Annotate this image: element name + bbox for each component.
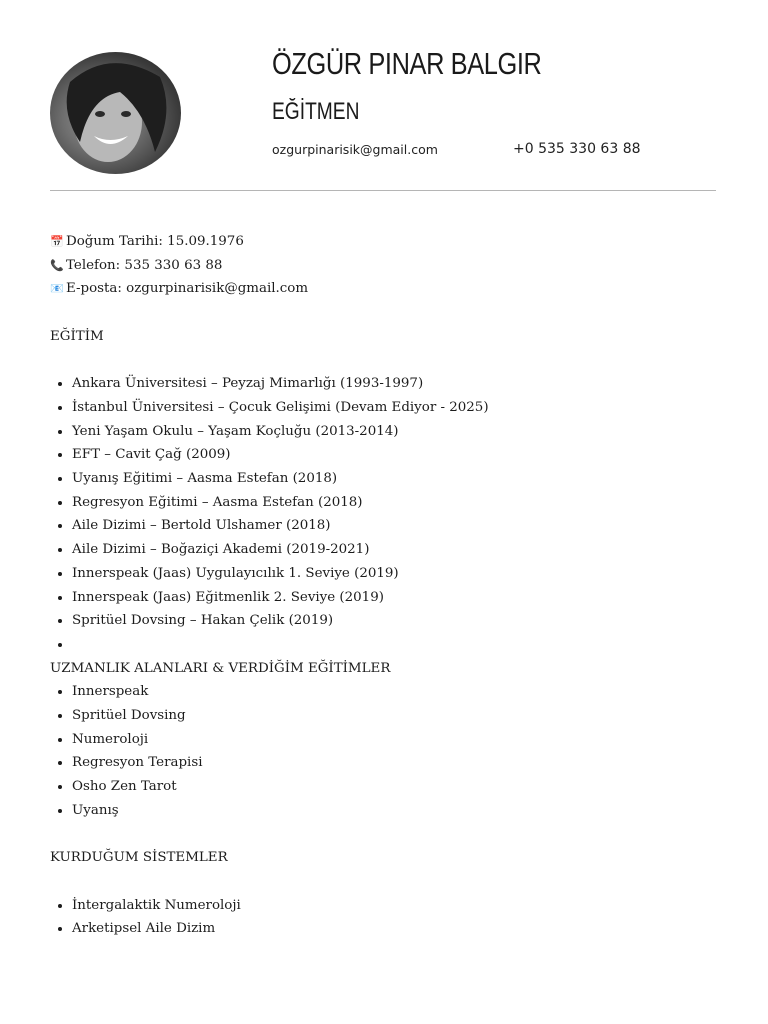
list-item: • Regresyon Terapisi xyxy=(72,751,730,775)
list-item: • Innerspeak (Jaas) Uygulayıcılık 1. Seviye (2019) xyxy=(72,562,730,586)
email-text: E-posta: ozgurpinarisik@gmail.com xyxy=(66,281,309,297)
cv-body xyxy=(50,230,730,941)
list-item: • Uyanış xyxy=(72,799,730,823)
profile-photo xyxy=(50,52,181,174)
expertise-heading: UZMANLIK ALANLARI & VERDİĞİM EĞİTİMLER xyxy=(50,660,391,676)
list-item: • Spritüel Dovsing xyxy=(72,704,730,728)
list-item: • Innerspeak (Jaas) Eğitmenlik 2. Seviye (2019) xyxy=(72,586,730,610)
systems-heading: KURDUĞUM SİSTEMLER xyxy=(50,850,228,866)
list-item: • Yeni Yaşam Okulu – Yaşam Koçluğu (2013-2014) xyxy=(72,420,730,444)
phone-icon: 📞 xyxy=(50,258,64,272)
list-item: • İstanbul Üniversitesi – Çocuk Gelişimi (Devam Ediyor - 2025) xyxy=(72,396,730,420)
list-item: • Regresyon Eğitimi – Aasma Estefan (2018) xyxy=(72,491,730,515)
header-phone[interactable]: +0 535 330 63 88 xyxy=(513,141,641,157)
phone-text: Telefon: 535 330 63 88 xyxy=(66,257,223,273)
avatar-photo-shape xyxy=(50,52,181,174)
phone-line xyxy=(50,254,730,278)
list-item: • Arketipsel Aile Dizim xyxy=(72,917,730,941)
expertise-list xyxy=(50,680,730,822)
list-item: • Aile Dizimi – Bertold Ulshamer (2018) xyxy=(72,514,730,538)
person-role: EĞİTMEN xyxy=(272,98,360,125)
list-item: • EFT – Cavit Çağ (2009) xyxy=(72,443,730,467)
list-item: • Osho Zen Tarot xyxy=(72,775,730,799)
birth-date-text: Doğum Tarihi: 15.09.1976 xyxy=(66,234,244,249)
header-divider xyxy=(50,190,716,191)
header-email[interactable]: ozgurpinarisik@gmail.com xyxy=(272,142,438,157)
birth-date-line xyxy=(50,230,730,254)
calendar-icon: 📅 xyxy=(50,235,64,248)
email-line xyxy=(50,277,730,301)
list-item: • Spritüel Dovsing – Hakan Çelik (2019) xyxy=(72,609,730,633)
systems-list xyxy=(50,894,730,941)
education-list xyxy=(50,372,730,656)
list-item: • Aile Dizimi – Boğaziçi Akademi (2019-2021) xyxy=(72,538,730,562)
list-item: • İntergalaktik Numeroloji xyxy=(72,894,730,918)
person-name: ÖZGÜR PINAR BALGIR xyxy=(272,46,542,81)
list-item: • Uyanış Eğitimi – Aasma Estefan (2018) xyxy=(72,467,730,491)
list-item: • Innerspeak xyxy=(72,680,730,704)
list-item: • Numeroloji xyxy=(72,728,730,752)
education-heading: EĞİTİM xyxy=(50,328,104,344)
email-icon: 📧 xyxy=(50,282,64,296)
list-item-empty xyxy=(72,633,730,657)
list-item: • Ankara Üniversitesi – Peyzaj Mimarlığı (1993-1997) xyxy=(72,372,730,396)
